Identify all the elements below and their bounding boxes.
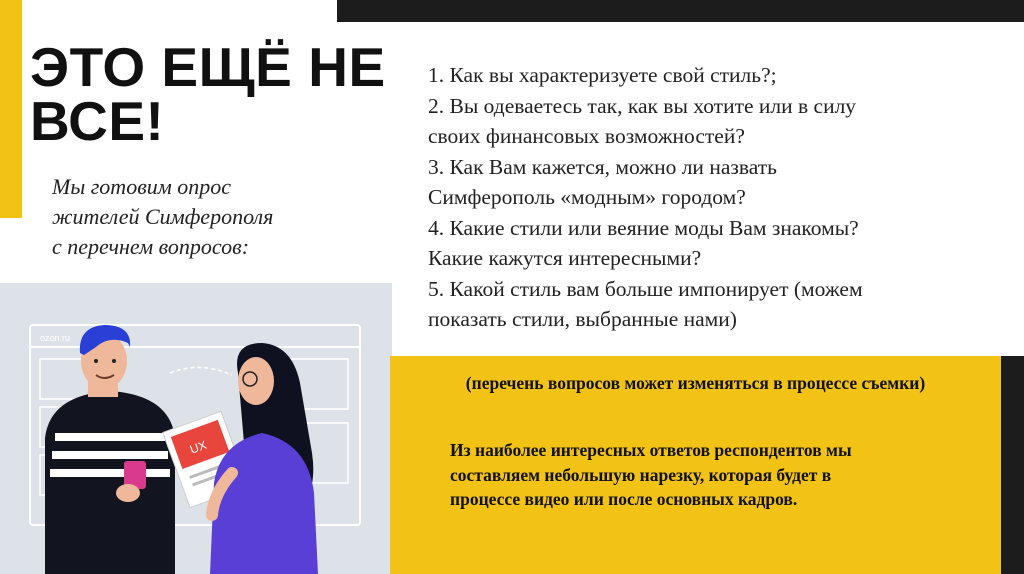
intro-text [52, 172, 332, 262]
question-line: 1. Как вы характеризуете свой стиль?; [428, 63, 777, 87]
man-eye [94, 359, 98, 363]
question-line: Какие кажутся интересными? [428, 246, 702, 270]
dashed-arrow [170, 367, 232, 375]
slide-title [30, 36, 430, 152]
summary-line: процессе видео или после основных кадров. [450, 489, 798, 509]
title-line-2: ВСЕ! [30, 90, 165, 152]
summary-line: Из наиболее интересных ответов респондентов мы [450, 440, 852, 460]
question-line: своих финансовых возможностей? [428, 124, 745, 148]
question-line: Симферополь «модным» городом? [428, 185, 746, 209]
question-list [428, 60, 1018, 335]
card-label: UX [188, 437, 209, 457]
man-hand [116, 484, 140, 502]
question-line: 2. Вы одеваетесь так, как вы хотите или в силу [428, 93, 857, 118]
sweater-stripe [55, 433, 165, 441]
intro-line: Мы готовим опрос [52, 174, 232, 199]
illustration-panel [0, 283, 392, 574]
title-line-1: ЭТО ЕЩЁ НЕ [30, 36, 386, 98]
summary-text [450, 438, 970, 512]
man-sweater [45, 391, 175, 574]
intro-line: жителей Симферополя [52, 204, 274, 229]
top-dark-bar [337, 0, 1024, 22]
intro-line: с перечнем вопросов: [52, 234, 250, 259]
left-accent-bar [0, 0, 22, 218]
sweater-stripe [50, 469, 170, 477]
question-line: 3. Как Вам кажется, можно ли назвать [428, 154, 777, 179]
people-illustration [0, 283, 392, 574]
questions-change-note: (перечень вопросов может изменяться в процессе съемки) [465, 373, 926, 393]
site-label: ozon.ru [40, 333, 71, 343]
question-line: 5. Какой стиль вам больше импонирует (можем [428, 276, 863, 301]
man-eye [112, 359, 116, 363]
question-line: 4. Какие стили или веяние моды Вам знакомы? [428, 215, 859, 240]
question-line: показать стили, выбранные нами) [428, 307, 737, 331]
summary-line: составляем небольшую нарезку, которая будет в [450, 464, 832, 485]
sweater-stripe [52, 451, 168, 459]
